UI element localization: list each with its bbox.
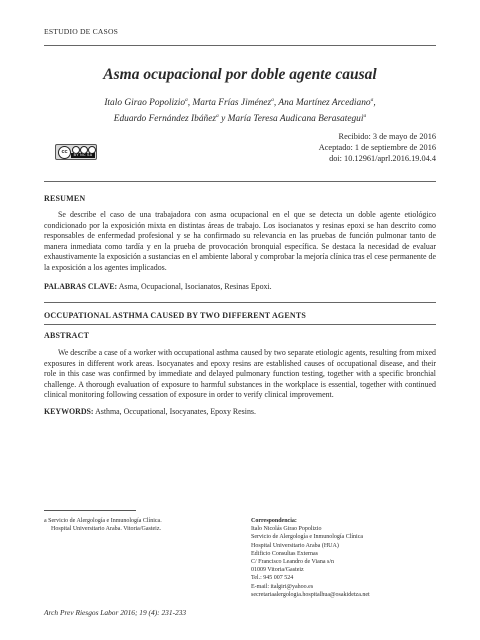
author-conjunction: y (221, 114, 226, 125)
correspondence-email[interactable]: E-mail: italgiri@yahoo.es (251, 583, 314, 590)
correspondence-line: Servicio de Alergología e Inmunología Clínica (251, 534, 364, 541)
correspondence-line: C/ Francisco Leandro de Viana s/n (251, 559, 335, 566)
author-name: Marta Frías Jiménez (192, 98, 272, 109)
author-name: Ana Martínez Arcediano (278, 98, 371, 109)
cc-icon: cc (58, 146, 71, 159)
divider (44, 302, 436, 303)
correspondence-heading: Correspondencia: (251, 518, 297, 524)
keywords-label: KEYWORDS: (44, 407, 94, 416)
keywords-label: PALABRAS CLAVE: (44, 282, 118, 291)
author-name: Italo Girao Popolizio (104, 98, 186, 109)
author-name: María Teresa Audicana Berasategui (227, 114, 364, 125)
received-date: Recibido: 3 de mayo de 2016 (338, 132, 436, 141)
affiliation-line: Hospital Universitario Araba. Vitoria/Gasteiz. (51, 526, 162, 533)
affiliation-mark: a (216, 113, 219, 120)
affiliation-mark: a (363, 113, 367, 120)
accepted-date: Aceptado: 1 de septiembre de 2016 (318, 143, 436, 152)
header-rule (44, 45, 436, 46)
doi: doi: 10.12961/aprl.2016.19.04.4 (329, 154, 436, 163)
abstract-text: We describe a case of a worker with occupational asthma caused by two separate etiologic agents, resulting from mixed exposures in different work areas. Isocyanates and epoxy resins are established causes of occupational disease, and their role in this case was confirmed by immediate and delayed pulmonary function testing, together with a specific bronchial challenge. A thorough evaluation of exposure to harmful substances in the workplace is essential, together with continued clinical monitoring following cessation of exposure in order to verify clinical improvement. (44, 348, 436, 400)
license-terms: BY NC SA (71, 153, 95, 158)
article-dates (319, 131, 436, 164)
correspondence-line: 01009 Vitoria/Gasteiz (251, 567, 304, 574)
affiliation (44, 517, 234, 533)
authors-line-1: Italo Girao Popolizio$^a$, Marta Frías Jiménez$^a$, Ana Martínez Arcediano$^a$, (104, 97, 376, 109)
affiliation-mark: a (271, 97, 274, 103)
correspondence-line: Edificio Consultas Externas (251, 550, 318, 557)
divider (44, 181, 436, 182)
divider (44, 324, 436, 325)
section-label: ESTUDIO DE CASOS (44, 27, 119, 36)
correspondence (251, 517, 441, 599)
affiliation-line: a Servicio de Alergología e Inmunología Clínica. (44, 518, 162, 524)
author-name: Eduardo Fernández Ibáñez (113, 114, 217, 125)
english-title: OCCUPATIONAL ASTHMA CAUSED BY TWO DIFFERENT AGENTS (44, 311, 307, 320)
resumen-heading: RESUMEN (44, 194, 86, 203)
creative-commons-badge[interactable] (55, 144, 97, 160)
authors-line-2 (60, 110, 420, 126)
article-title: Asma ocupacional por doble agente causal (103, 66, 377, 83)
resumen-text: Se describe el caso de una trabajadora con asma ocupacional en el que se detecta un doble agente etiológico condicionado por la exposición mixta en distintas áreas de trabajo. Los isocianatos y resinas epoxi se han descrito como responsables de enfermedad profesional y se ha confirmado su relevancia en las pruebas de función pulmonar tanto de manera inmediata como tardía y en la prueba de provocación bronquial específica. Se destaca la necesidad de evaluar exhaustivamente la exposición a sustancias en el ambiente laboral y comprobar la mejoría clínica tras el cese permanente de la exposición a los agentes implicados. (44, 210, 436, 272)
correspondence-line: Italo Nicolás Girao Popolizio (251, 526, 322, 533)
correspondence-email[interactable]: secretariaalergologia.hospitalhua@osakidetza.net (251, 591, 370, 598)
abstract-heading: ABSTRACT (44, 331, 90, 340)
correspondence-line: Hospital Universitario Araba (HUA) (251, 542, 339, 549)
keywords-text: Asma, Ocupacional, Isocianatos, Resinas Epoxi. (118, 282, 272, 291)
palabras-clave (44, 282, 436, 291)
correspondence-line: Tel.: 945 007 524 (251, 575, 294, 582)
keywords (44, 407, 436, 416)
footnote-rule (44, 510, 136, 511)
affiliation-mark: a (185, 97, 188, 103)
affiliation-mark: a (370, 97, 374, 103)
keywords-text: Asthma, Occupational, Isocyanates, Epoxy Resins. (95, 407, 256, 416)
journal-citation: Arch Prev Riesgos Labor 2016; 19 (4): 231-233 (44, 608, 187, 617)
author-list (60, 94, 420, 126)
